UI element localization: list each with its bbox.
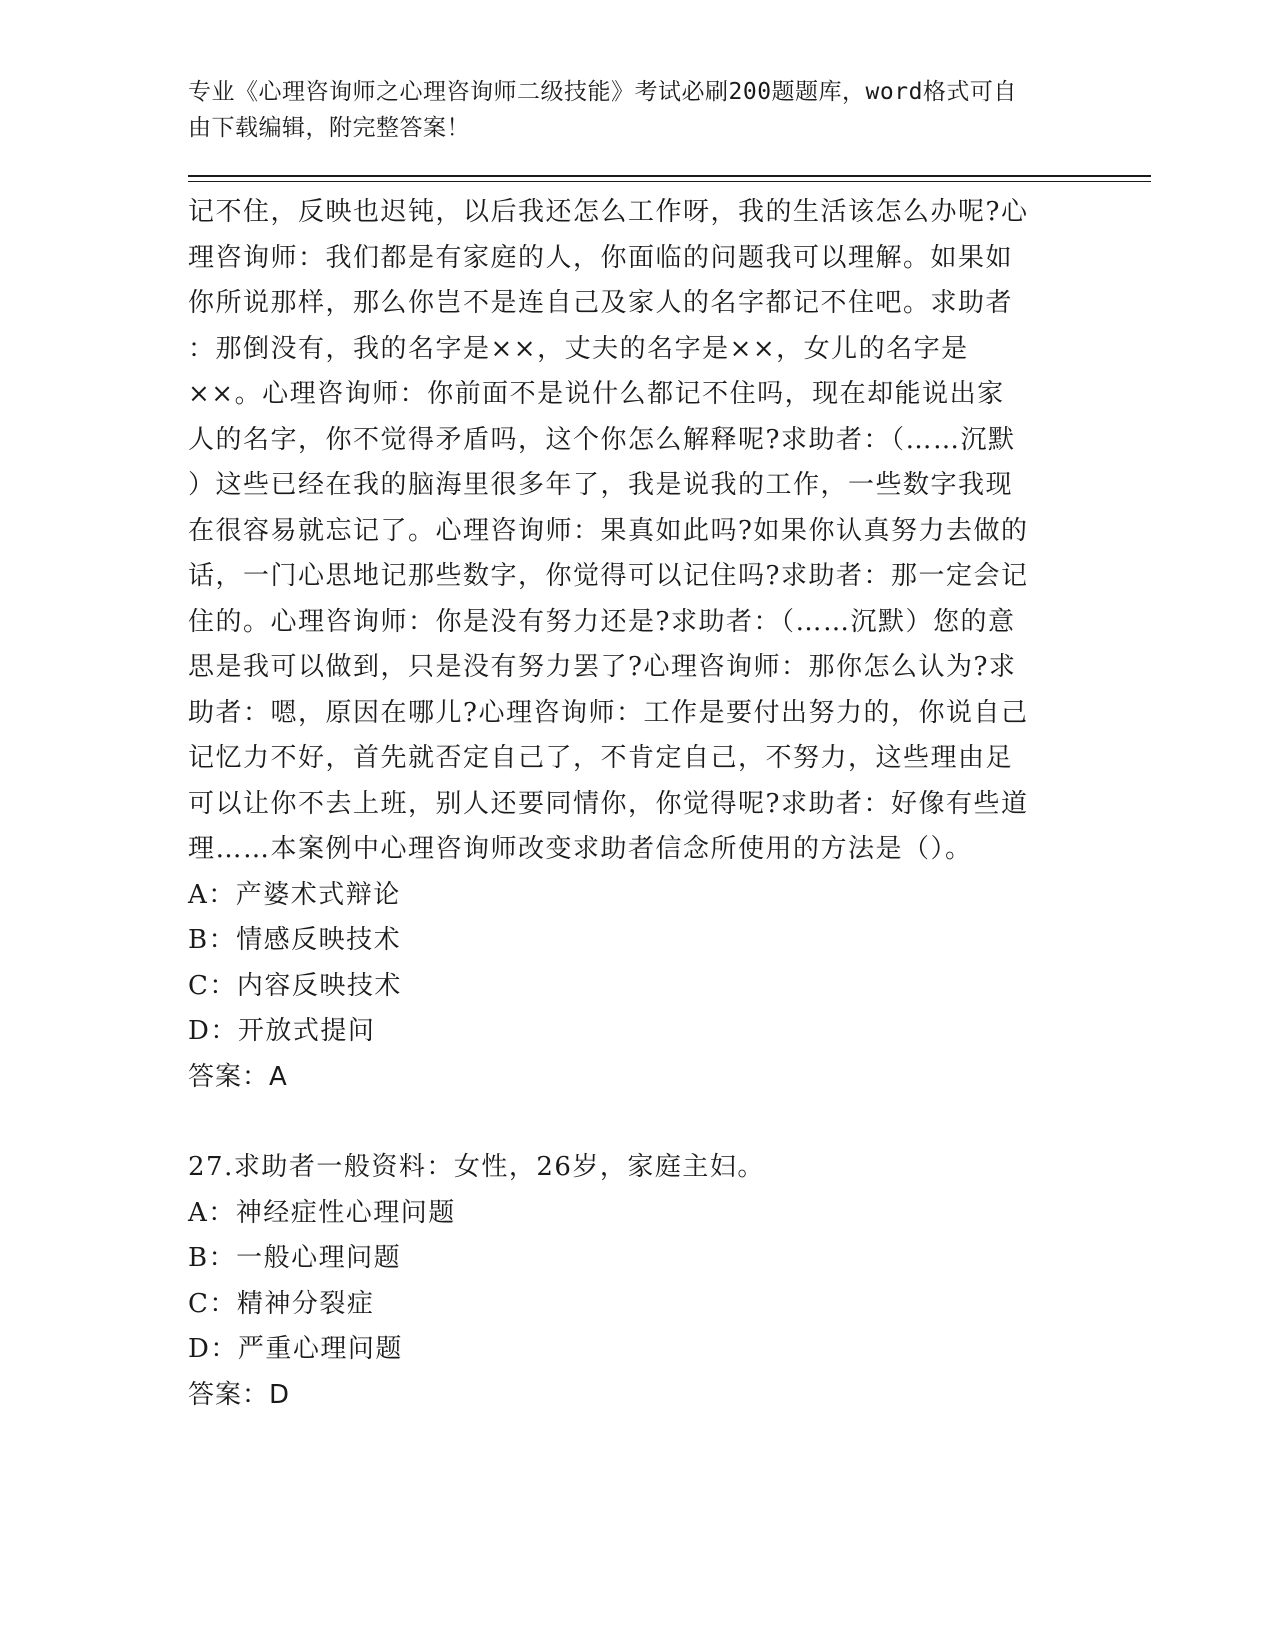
question-spacer (188, 1100, 1068, 1145)
stem-line: 思是我可以做到，只是没有努力罢了?心理咨询师：那你怎么认为?求 (188, 652, 1017, 682)
stem-line: 在很容易就忘记了。心理咨询师：果真如此吗?如果你认真努力去做的 (188, 515, 1029, 546)
option-c: C：内容反映技术 (188, 970, 402, 1001)
stem-line: 理咨询师：我们都是有家庭的人，你面临的问题我可以理解。如果如 (188, 242, 1014, 273)
stem-line: ××。心理咨询师：你前面不是说什么都记不住吗，现在却能说出家 (188, 379, 1005, 409)
stem-line: ：那倒没有，我的名字是××，丈夫的名字是××，女儿的名字是 (188, 333, 969, 364)
stem-line: 理……本案例中心理咨询师改变求助者信念所使用的方法是（）。 (188, 834, 973, 864)
question-27-answer: 答案：D (188, 1379, 291, 1410)
page-header (188, 74, 1088, 146)
document-body (188, 190, 1068, 1418)
question-27-options (188, 1191, 1068, 1373)
stem-line: ）这些已经在我的脑海里很多年了，我是说我的工作，一些数字我现 (188, 470, 1014, 500)
question-26-options (188, 873, 1068, 1055)
header-divider-thin (188, 181, 1151, 182)
stem-line: 话，一门心思地记那些数字，你觉得可以记住吗?求助者：那一定会记 (188, 561, 1029, 591)
stem-line: 记不住，反映也迟钝，以后我还怎么工作呀，我的生活该怎么办呢?心 (188, 197, 1029, 227)
question-26-answer: 答案：A (188, 1061, 288, 1092)
option-b: B：情感反映技术 (188, 925, 402, 955)
stem-line: 可以让你不去上班，别人还要同情你，你觉得呢?求助者：好像有些道 (188, 788, 1029, 819)
option-c: C：精神分裂症 (188, 1288, 375, 1319)
question-27-stem: 27.求助者一般资料：女性，26岁，家庭主妇。 (188, 1152, 765, 1182)
stem-line: 记忆力不好，首先就否定自己了，不肯定自己，不努力，这些理由足 (188, 743, 1014, 773)
option-b: B：一般心理问题 (188, 1243, 402, 1273)
stem-line: 住的。心理咨询师：你是没有努力还是?求助者：（……沉默）您的意 (188, 606, 1016, 637)
option-d: D：开放式提问 (188, 1016, 376, 1046)
stem-line: 你所说那样，那么你岂不是连自己及家人的名字都记不住吧。求助者 (188, 288, 1014, 318)
header-title-line-1: 专业《心理咨询师之心理咨询师二级技能》考试必刷200题题库，word格式可自 (188, 79, 1017, 105)
option-a: A：产婆术式辩论 (188, 879, 401, 910)
question-26-stem (188, 190, 1068, 873)
option-d: D：严重心理问题 (188, 1334, 403, 1364)
stem-line: 助者：嗯，原因在哪儿?心理咨询师：工作是要付出努力的，你说自己 (188, 697, 1029, 728)
header-title-line-2: 由下载编辑，附完整答案！ (188, 115, 470, 141)
header-divider-thick (188, 175, 1151, 177)
option-a: A：神经症性心理问题 (188, 1197, 456, 1228)
stem-line: 人的名字，你不觉得矛盾吗，这个你怎么解释呢?求助者：（……沉默 (188, 424, 1016, 455)
